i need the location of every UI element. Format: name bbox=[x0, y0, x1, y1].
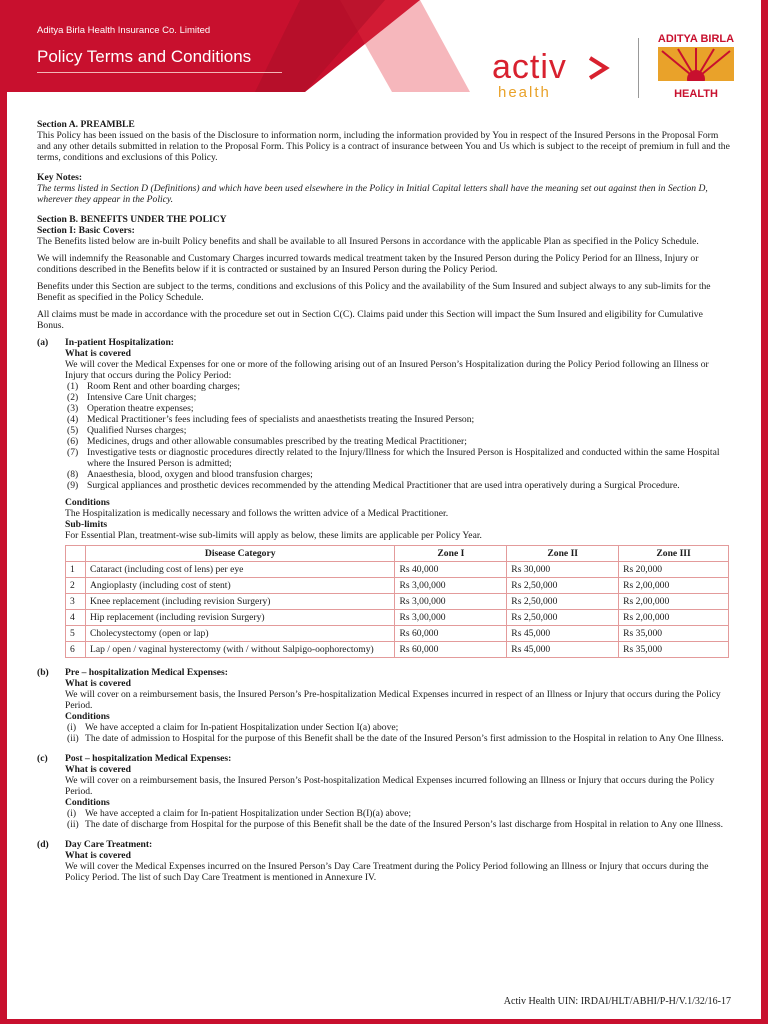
section-b-para: We will indemnify the Reasonable and Customary Charges incurred towards medical treatment taken by the Insured Person during the Policy Period for an Illness, Injury or conditions described in the Benefits below if it is contracted or sustained by an Insured Person during the Policy Period. bbox=[37, 253, 699, 275]
list-item: (7) Investigative tests or diagnostic procedures directly related to the Injury/Illness for which the Insured Person is Hospitalized and conducted within the same Hospital where the Insured Person is admitted; bbox=[67, 447, 720, 469]
list-item: (8) Anaesthesia, blood, oxygen and blood transfusion charges; bbox=[67, 469, 313, 480]
section-a-heading: Section A. PREAMBLE bbox=[37, 119, 135, 130]
table-cell: Rs 2,00,000 bbox=[619, 594, 729, 610]
item-b-title: Pre – hospitalization Medical Expenses: bbox=[65, 667, 228, 678]
item-c-text: We will cover on a reimbursement basis, the Insured Person’s Post-hospitalization Medical Expenses incurred following an Illness or Injury that occurs during the Policy Period. bbox=[65, 775, 715, 797]
sun-emblem-icon bbox=[652, 45, 740, 81]
table-row bbox=[66, 610, 729, 626]
table-cell: Rs 2,50,000 bbox=[507, 610, 619, 626]
table-cell: Rs 60,000 bbox=[395, 626, 507, 642]
sublimits-heading: Sub-limits bbox=[65, 519, 108, 530]
table-cell: Rs 30,000 bbox=[507, 562, 619, 578]
what-covered-heading: What is covered bbox=[65, 348, 131, 359]
table-cell: Rs 60,000 bbox=[395, 642, 507, 658]
table-cell: Rs 3,00,000 bbox=[395, 578, 507, 594]
table-cell: Rs 2,00,000 bbox=[619, 578, 729, 594]
list-item: (3) Operation theatre expenses; bbox=[67, 403, 194, 414]
list-item: (ii) The date of admission to Hospital for the purpose of this Benefit shall be the date of the Insured Person’s first admission to the Hospital in relation to Any One Illness. bbox=[67, 733, 724, 744]
company-name: Aditya Birla Health Insurance Co. Limited bbox=[37, 25, 211, 36]
section-b-para: The Benefits listed below are in-built Policy benefits and shall be available to all Insured Persons in accordance with the applicable Plan as specified in the Policy Schedule. bbox=[37, 236, 699, 247]
what-covered-heading: What is covered bbox=[65, 678, 131, 689]
sublimits-table bbox=[65, 545, 729, 658]
document-title: Policy Terms and Conditions bbox=[37, 47, 252, 66]
table-cell: Rs 2,00,000 bbox=[619, 610, 729, 626]
table-header: Disease Category bbox=[85, 546, 394, 562]
section-b-para: All claims must be made in accordance with the procedure set out in Section C(C). Claims paid under this Section will impact the Sum Insured and eligibility for Cumulative Bonus. bbox=[37, 309, 703, 331]
table-cell: Rs 40,000 bbox=[395, 562, 507, 578]
list-item: (2) Intensive Care Unit charges; bbox=[67, 392, 197, 403]
list-item: (5) Qualified Nurses charges; bbox=[67, 425, 187, 436]
section-a-text: This Policy has been issued on the basis of the Disclosure to information norm, including the information provided by You in respect of the Insured Persons in the Proposal Form and any other details submitted in relation to the Proposal Form. This Policy is a contract of insurance between You and Us which is subject to the receipt of premium in full and the terms, conditions and exclusions of this Policy. bbox=[37, 130, 730, 163]
item-a-intro: We will cover the Medical Expenses for one or more of the following arising out of an Insured Person’s Hospitalization during the Policy Period following an Illness or Injury that occurs during the Policy Period: bbox=[65, 359, 709, 381]
key-notes-heading: Key Notes: bbox=[37, 172, 83, 183]
table-cell: Rs 2,50,000 bbox=[507, 578, 619, 594]
list-item: (ii) The date of discharge from Hospital for the purpose of this Benefit shall be the date of the Insured Person’s last discharge from Hospital in relation to Any one Illness. bbox=[67, 819, 724, 830]
item-d-title: Day Care Treatment: bbox=[65, 839, 153, 850]
section-b-heading: Section B. BENEFITS UNDER THE POLICY bbox=[37, 214, 227, 225]
table-cell: Rs 3,00,000 bbox=[395, 594, 507, 610]
item-a bbox=[37, 337, 732, 658]
list-item: (i) We have accepted a claim for In-patient Hospitalization under Section B(I)(a) above; bbox=[67, 808, 412, 819]
table-cell: Angioplasty (including cost of stent) bbox=[85, 578, 394, 594]
item-a-label: (a) bbox=[37, 337, 49, 348]
table-row bbox=[66, 642, 729, 658]
table-header-row bbox=[66, 546, 729, 562]
key-notes-text: The terms listed in Section D (Definitions) and which have been used elsewhere in the Policy in Initial Capital letters shall have the meaning set out against then in Section D, wherever they appear in the Policy. bbox=[37, 183, 708, 205]
what-covered-heading: What is covered bbox=[65, 764, 131, 775]
list-item: (4) Medical Practitioner’s fees including fees of specialists and anaesthetists treating the Insured Person; bbox=[67, 414, 475, 425]
conditions-text: The Hospitalization is medically necessary and follows the written advice of a Medical Practitioner. bbox=[65, 508, 449, 519]
table-cell: Rs 3,00,000 bbox=[395, 610, 507, 626]
item-c-label: (c) bbox=[37, 753, 48, 764]
page-border-left bbox=[0, 0, 7, 1024]
conditions-list bbox=[65, 722, 732, 744]
table-row bbox=[66, 594, 729, 610]
item-b-label: (b) bbox=[37, 667, 49, 678]
table-cell: 3 bbox=[66, 594, 86, 610]
table-cell: 1 bbox=[66, 562, 86, 578]
logo-divider bbox=[638, 38, 639, 98]
what-covered-heading: What is covered bbox=[65, 850, 131, 861]
sublimits-text: For Essential Plan, treatment-wise sub-limits will apply as below, these limits are applicable per Policy Year. bbox=[65, 530, 482, 541]
conditions-list bbox=[65, 808, 732, 830]
page-border-bottom bbox=[0, 1019, 768, 1024]
table-header bbox=[66, 546, 86, 562]
table-cell: 6 bbox=[66, 642, 86, 658]
table-cell: Rs 45,000 bbox=[507, 642, 619, 658]
item-a-title: In-patient Hospitalization: bbox=[65, 337, 175, 348]
activ-health-wordmark: health bbox=[498, 84, 551, 101]
table-header: Zone I bbox=[395, 546, 507, 562]
list-item: (i) We have accepted a claim for In-patient Hospitalization under Section I(a) above; bbox=[67, 722, 399, 733]
table-cell: Hip replacement (including revision Surgery) bbox=[85, 610, 394, 626]
table-cell: 5 bbox=[66, 626, 86, 642]
item-c-title: Post – hospitalization Medical Expenses: bbox=[65, 753, 232, 764]
list-item: (6) Medicines, drugs and other allowable consumables prescribed by the treating Medical Practitioner; bbox=[67, 436, 467, 447]
table-cell: Cholecystectomy (open or lap) bbox=[85, 626, 394, 642]
table-row bbox=[66, 578, 729, 594]
table-header: Zone II bbox=[507, 546, 619, 562]
table-cell: Knee replacement (including revision Surgery) bbox=[85, 594, 394, 610]
table-row bbox=[66, 626, 729, 642]
aditya-birla-health: HEALTH bbox=[674, 88, 718, 100]
activ-health-logo bbox=[492, 48, 567, 101]
table-cell: 2 bbox=[66, 578, 86, 594]
item-d-text: We will cover the Medical Expenses incurred on the Insured Person’s Day Care Treatment during the Policy Period following an Illness or Injury that occurs during the Policy Period. The list of such Day Care Treatment is mentioned in Annexure IV. bbox=[65, 861, 709, 883]
list-item: (9) Surgical appliances and prosthetic devices recommended by the attending Medical Practitioner that are used intra operatively during a Surgical Procedure. bbox=[67, 480, 680, 491]
table-row bbox=[66, 562, 729, 578]
activ-wordmark: activ bbox=[492, 48, 567, 86]
table-cell: Lap / open / vaginal hysterectomy (with / without Salpigo-oophorectomy) bbox=[85, 642, 394, 658]
aditya-birla-logo bbox=[652, 33, 740, 100]
footer-uin: Activ Health UIN: IRDAI/HLT/ABHI/P-H/V.1/32/16-17 bbox=[503, 996, 731, 1007]
item-b-text: We will cover on a reimbursement basis, the Insured Person’s Pre-hospitalization Medical Expenses incurred in respect of an Illness or Injury that occurs during the Policy Period. bbox=[65, 689, 721, 711]
page-border-right bbox=[761, 0, 768, 1024]
table-cell: Rs 35,000 bbox=[619, 626, 729, 642]
list-item: (1) Room Rent and other boarding charges; bbox=[67, 381, 241, 392]
table-cell: Rs 20,000 bbox=[619, 562, 729, 578]
conditions-heading: Conditions bbox=[65, 711, 110, 722]
section-b-para: Benefits under this Section are subject to the terms, conditions and exclusions of this Policy and the availability of the Sum Insured and subject always to any sub-limits for the Benefit as specified in the Policy Schedule. bbox=[37, 281, 711, 303]
section-b-subheading: Section I: Basic Covers: bbox=[37, 225, 135, 236]
covered-expenses-list bbox=[65, 381, 732, 491]
item-d bbox=[37, 839, 732, 883]
table-cell: Rs 2,50,000 bbox=[507, 594, 619, 610]
policy-content bbox=[37, 119, 732, 883]
table-cell: Rs 35,000 bbox=[619, 642, 729, 658]
table-header: Zone III bbox=[619, 546, 729, 562]
conditions-heading: Conditions bbox=[65, 797, 110, 808]
aditya-birla-name: ADITYA BIRLA bbox=[657, 33, 735, 45]
item-b bbox=[37, 667, 732, 744]
chevron-right-icon bbox=[584, 54, 624, 84]
title-divider bbox=[37, 72, 282, 73]
table-cell: Cataract (including cost of lens) per eye bbox=[85, 562, 394, 578]
conditions-heading: Conditions bbox=[65, 497, 110, 508]
item-c bbox=[37, 753, 732, 830]
table-cell: 4 bbox=[66, 610, 86, 626]
item-d-label: (d) bbox=[37, 839, 49, 850]
table-cell: Rs 45,000 bbox=[507, 626, 619, 642]
